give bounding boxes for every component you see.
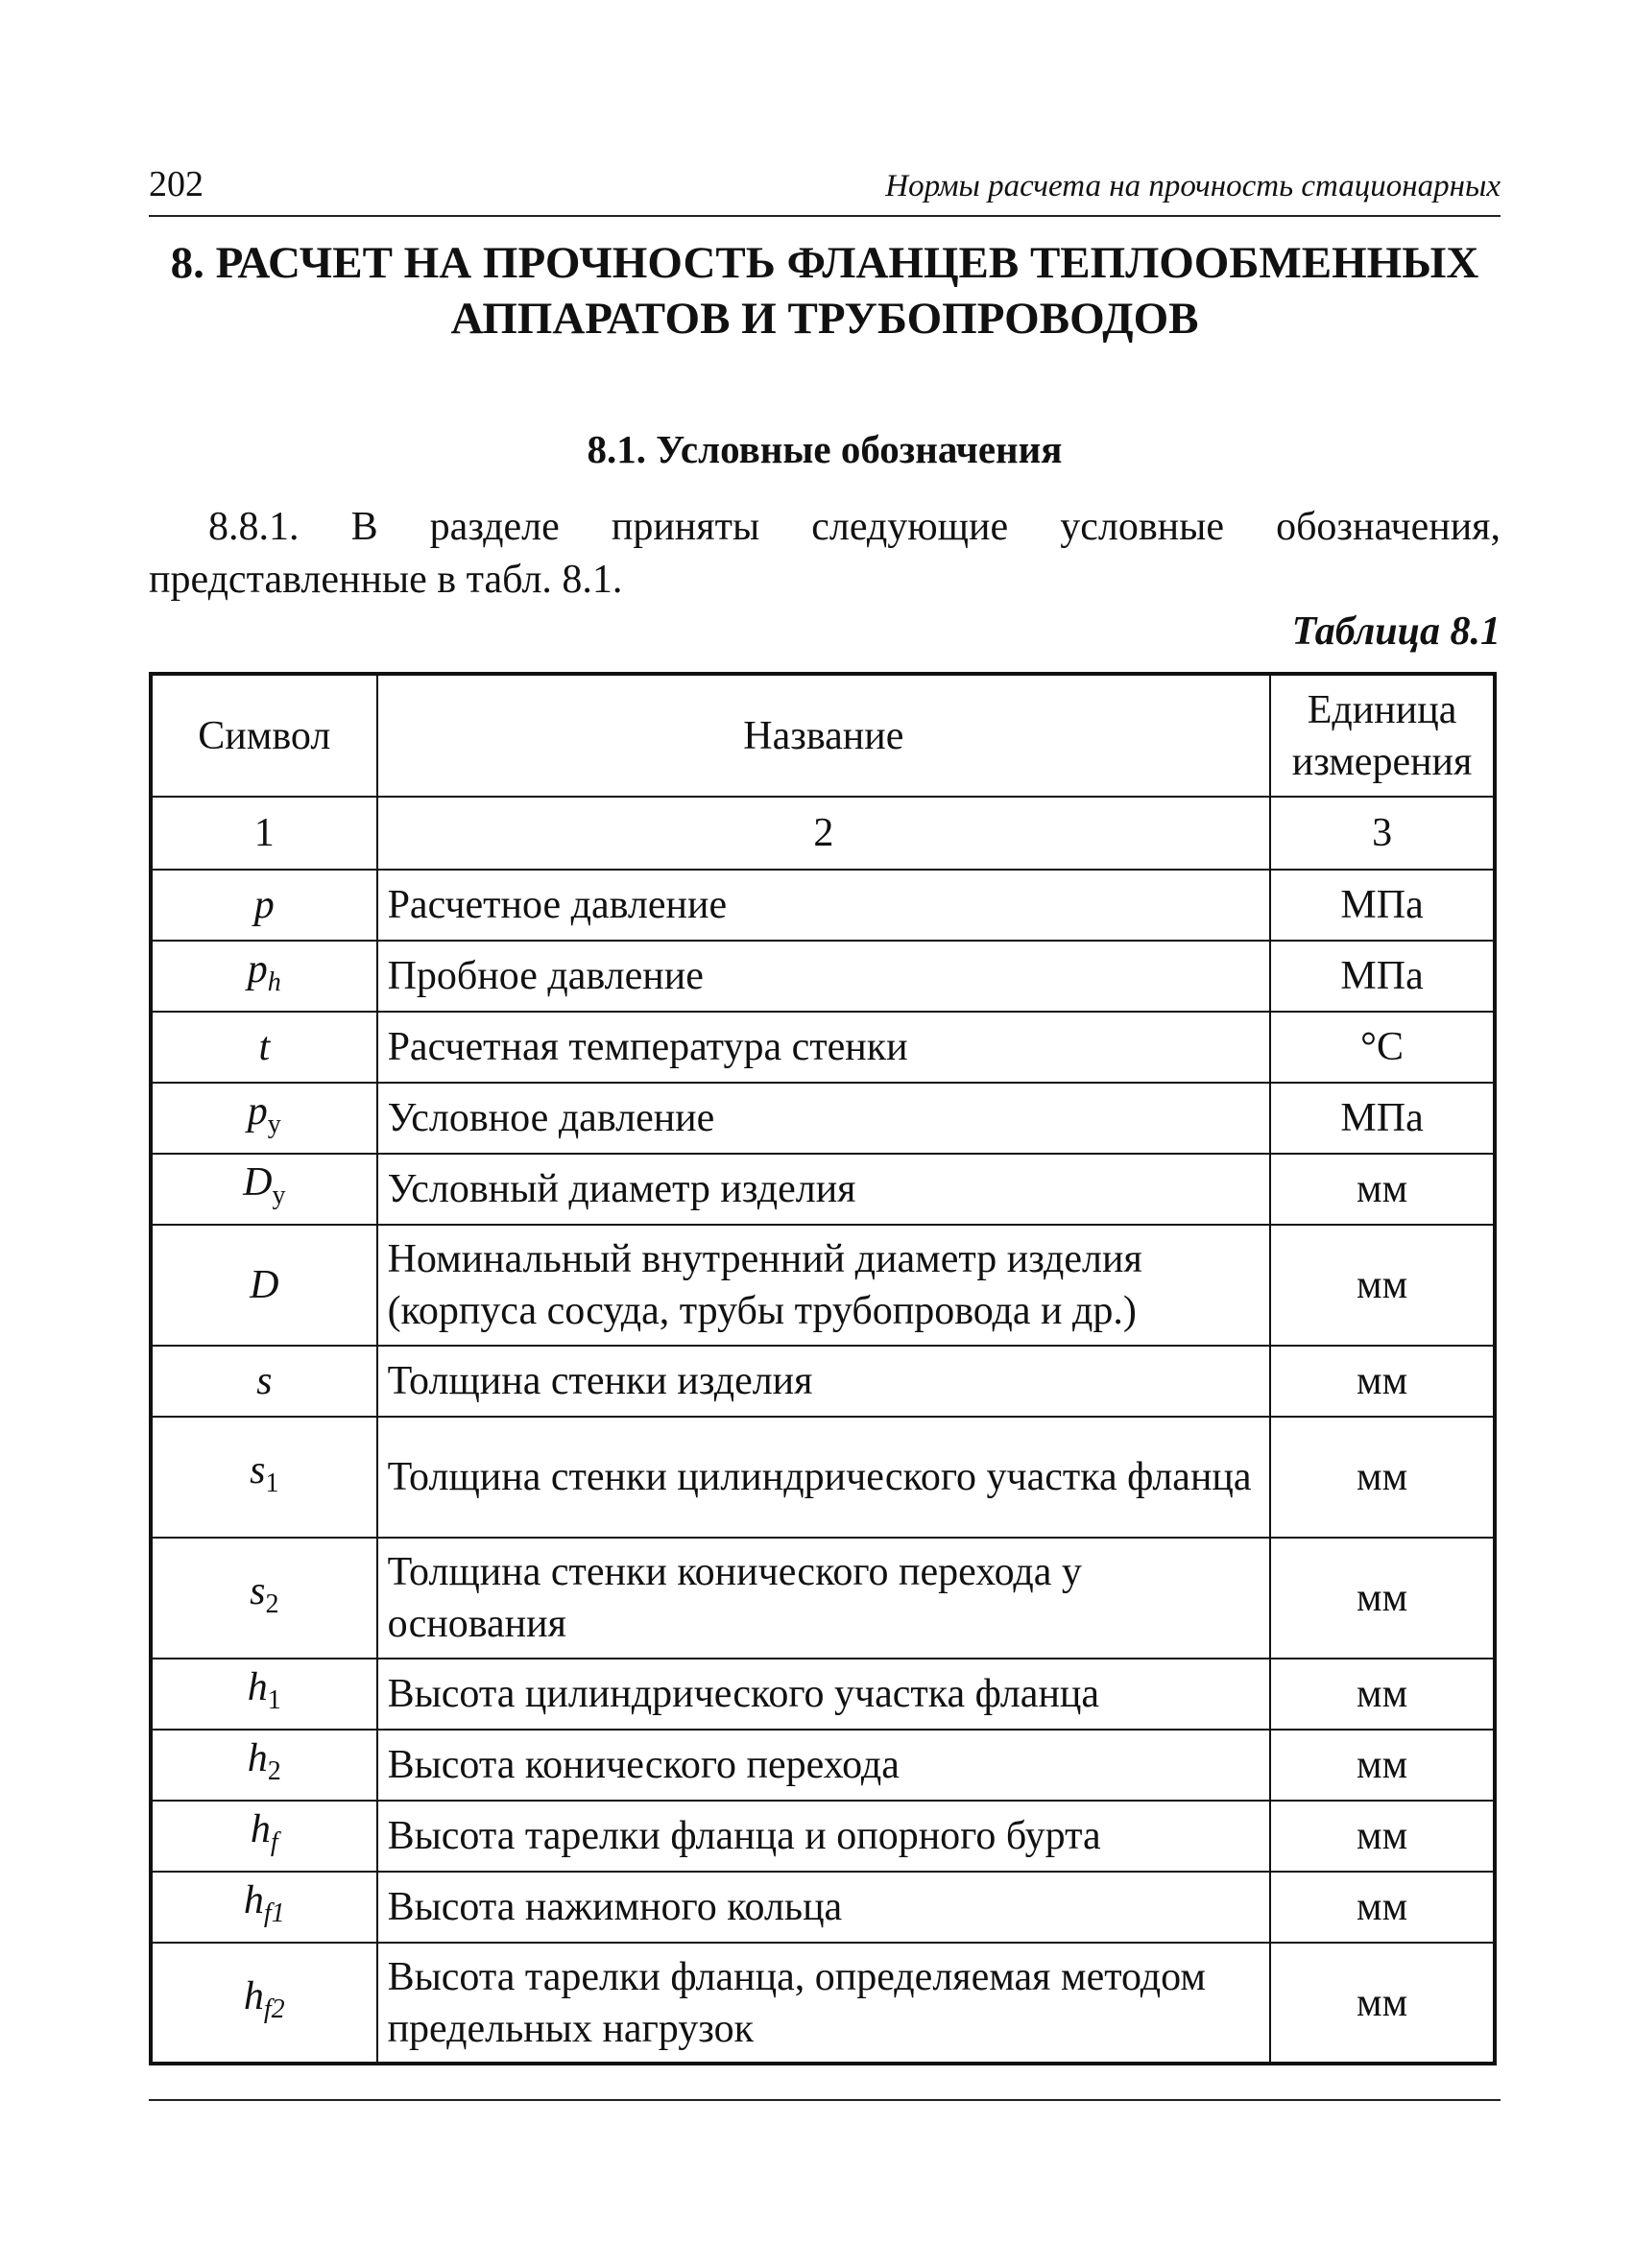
- symbol-letter: t: [258, 1025, 271, 1069]
- unit-cell: мм: [1270, 1346, 1495, 1417]
- symbol-cell: [151, 1659, 377, 1730]
- column-number-1: 1: [151, 797, 377, 870]
- table-row: [151, 1801, 1495, 1872]
- name-cell: Высота цилиндрического участка фланца: [377, 1659, 1271, 1730]
- chapter-title-line-2: АППАРАТОВ И ТРУБОПРОВОДОВ: [450, 294, 1199, 344]
- table-row: [151, 1730, 1495, 1801]
- table-row: [151, 870, 1495, 941]
- symbol-subscript: у: [267, 1110, 281, 1139]
- name-cell: Условное давление: [377, 1083, 1271, 1154]
- symbols-table: [149, 672, 1497, 2065]
- symbol-subscript: f: [270, 1827, 278, 1857]
- table-row: [151, 1417, 1495, 1538]
- table-row: [151, 1225, 1495, 1346]
- symbol-letter: s: [250, 1448, 266, 1492]
- column-number-3: 3: [1270, 797, 1495, 870]
- table-row: [151, 1659, 1495, 1730]
- table-row: [151, 941, 1495, 1012]
- name-cell: Условный диаметр изделия: [377, 1154, 1271, 1225]
- symbol-cell: [151, 870, 377, 941]
- symbol-cell: [151, 1730, 377, 1801]
- symbol-cell: [151, 1872, 377, 1943]
- name-cell: Толщина стенки конического перехода у основания: [377, 1538, 1271, 1659]
- header-name: Название: [377, 674, 1271, 797]
- symbol-subscript: у: [272, 1181, 286, 1210]
- name-cell: Номинальный внутренний диаметр изделия (корпуса сосуда, трубы трубопровода и др.): [377, 1225, 1271, 1346]
- name-cell: Расчетное давление: [377, 870, 1271, 941]
- symbol-cell: [151, 1225, 377, 1346]
- table-caption: Таблица 8.1: [1291, 609, 1501, 654]
- table-row: [151, 1012, 1495, 1083]
- header-symbol: Символ: [151, 674, 377, 797]
- symbol-letter: h: [243, 1878, 264, 1922]
- symbol-letter: s: [256, 1359, 273, 1403]
- name-cell: Высота тарелки фланца и опорного бурта: [377, 1801, 1271, 1872]
- unit-cell: мм: [1270, 1730, 1495, 1801]
- unit-cell: МПа: [1270, 870, 1495, 941]
- unit-cell: мм: [1270, 1659, 1495, 1730]
- symbol-cell: [151, 1417, 377, 1538]
- name-cell: Высота нажимного кольца: [377, 1872, 1271, 1943]
- bottom-rule: [149, 2099, 1501, 2101]
- unit-cell: мм: [1270, 1872, 1495, 1943]
- symbol-subscript: 1: [265, 1468, 279, 1498]
- table-row: [151, 1346, 1495, 1417]
- symbol-subscript: 2: [267, 1756, 281, 1786]
- column-number-row: [151, 797, 1495, 870]
- header-unit: Единица измерения: [1270, 674, 1495, 797]
- table-row: [151, 1943, 1495, 2064]
- symbol-subscript: 2: [265, 1589, 279, 1619]
- unit-cell: °С: [1270, 1012, 1495, 1083]
- name-cell: Толщина стенки цилиндрического участка фланца: [377, 1417, 1271, 1538]
- symbol-letter: p: [247, 947, 268, 991]
- unit-cell: МПа: [1270, 941, 1495, 1012]
- symbol-letter: D: [243, 1160, 273, 1205]
- symbol-cell: [151, 1012, 377, 1083]
- table-row: [151, 1872, 1495, 1943]
- section-title: 8.1. Условные обозначения: [587, 427, 1063, 471]
- name-cell: Пробное давление: [377, 941, 1271, 1012]
- symbol-letter: h: [247, 1665, 268, 1709]
- name-cell: Толщина стенки изделия: [377, 1346, 1271, 1417]
- unit-cell: мм: [1270, 1225, 1495, 1346]
- symbol-subscript: f2: [263, 1993, 285, 2024]
- symbol-cell: [151, 1943, 377, 2064]
- name-cell: Высота тарелки фланца, определяемая методом предельных нагрузок: [377, 1943, 1271, 2064]
- unit-cell: мм: [1270, 1417, 1495, 1538]
- symbol-letter: p: [253, 883, 275, 927]
- symbol-subscript: 1: [267, 1685, 281, 1715]
- symbol-cell: [151, 1801, 377, 1872]
- running-header: [149, 161, 1501, 217]
- table-row: [151, 1083, 1495, 1154]
- symbol-subscript: f1: [263, 1898, 285, 1928]
- symbol-letter: s: [250, 1569, 266, 1613]
- unit-cell: МПа: [1270, 1083, 1495, 1154]
- unit-cell: мм: [1270, 1943, 1495, 2064]
- table-header-row: [151, 674, 1495, 797]
- symbol-cell: [151, 1538, 377, 1659]
- chapter-title-line-1: 8. РАСЧЕТ НА ПРОЧНОСТЬ ФЛАНЦЕВ ТЕПЛООБМЕННЫХ: [170, 238, 1479, 288]
- name-cell: Высота конического перехода: [377, 1730, 1271, 1801]
- chapter-title: [149, 235, 1501, 346]
- symbol-letter: h: [250, 1807, 271, 1851]
- unit-cell: мм: [1270, 1154, 1495, 1225]
- symbol-letter: h: [243, 1973, 264, 2018]
- page-number: 202: [149, 164, 204, 204]
- unit-cell: мм: [1270, 1801, 1495, 1872]
- symbol-cell: [151, 1083, 377, 1154]
- symbol-letter: p: [247, 1089, 268, 1134]
- unit-cell: мм: [1270, 1538, 1495, 1659]
- column-number-2: 2: [377, 797, 1271, 870]
- intro-paragraph: 8.8.1. В разделе приняты следующие условные обозначения, представленные в табл. 8.1.: [149, 505, 1501, 602]
- symbol-cell: [151, 1154, 377, 1225]
- name-cell: Расчетная температура стенки: [377, 1012, 1271, 1083]
- table-row: [151, 1154, 1495, 1225]
- symbol-cell: [151, 941, 377, 1012]
- running-title: Нормы расчета на прочность стационарных: [885, 169, 1501, 203]
- symbol-letter: h: [247, 1736, 268, 1780]
- symbol-letter: D: [250, 1263, 279, 1307]
- symbol-cell: [151, 1346, 377, 1417]
- table-row: [151, 1538, 1495, 1659]
- symbol-subscript: h: [267, 967, 281, 997]
